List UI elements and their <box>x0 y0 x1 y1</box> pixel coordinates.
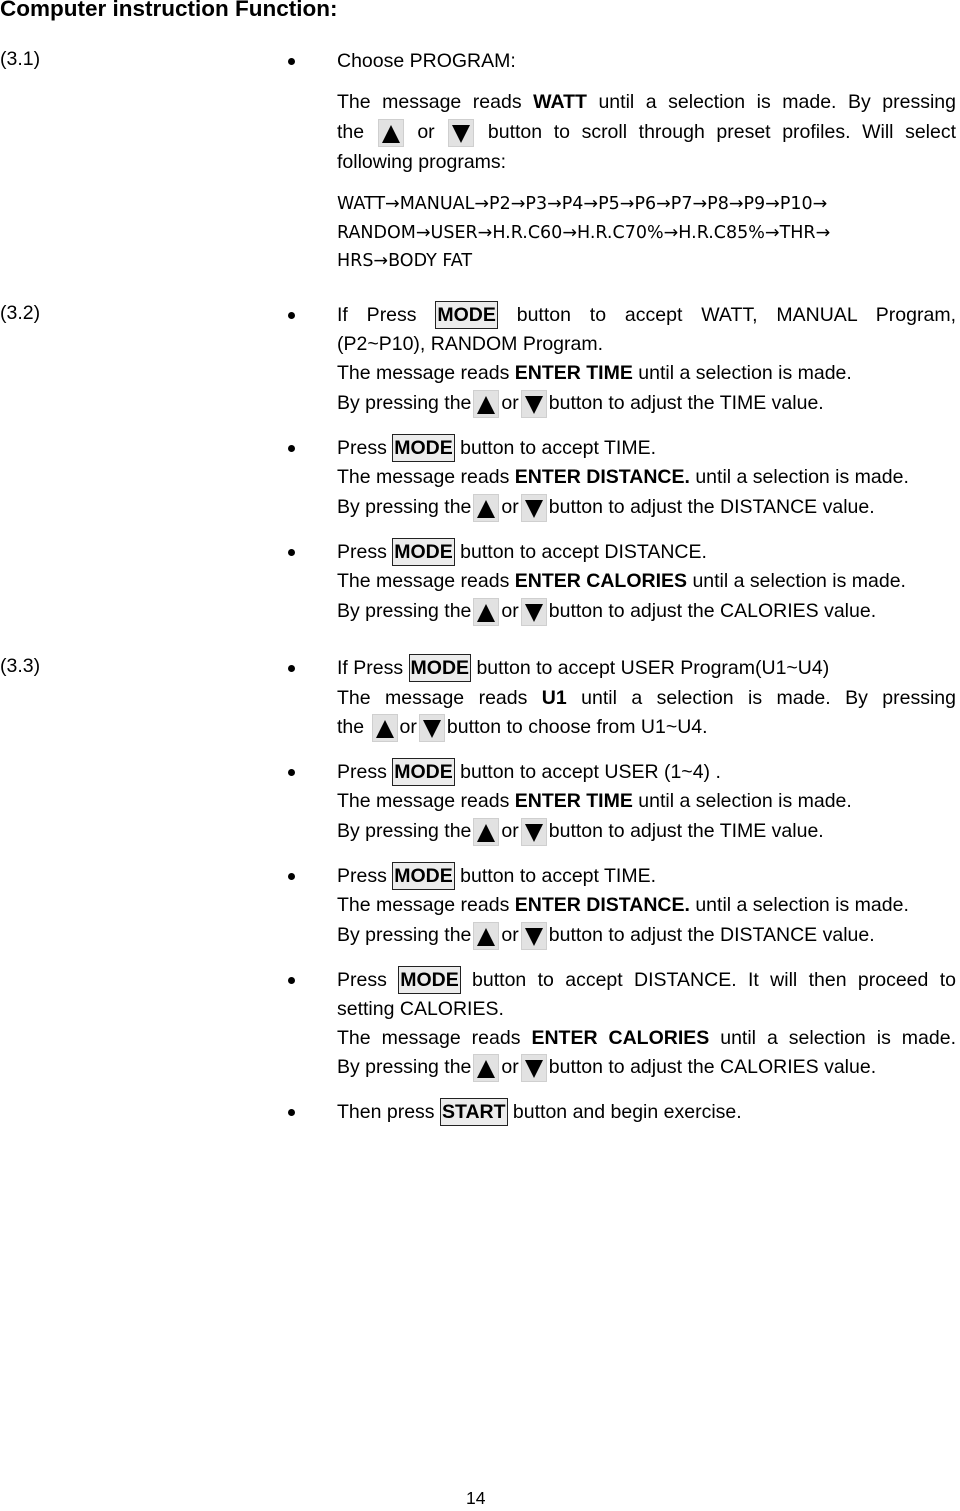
watt-message-line: The message reads WATT until a selection is made. By pressing <box>337 91 956 113</box>
down-button[interactable] <box>521 390 547 418</box>
adjust-calories-line: By pressing the or button to adjust the CALORIES value. <box>337 1053 956 1082</box>
accept-user-program-line: If Press MODE button to accept USER Program(U1~U4) <box>337 654 956 682</box>
watt-keyword: WATT <box>533 91 587 113</box>
mode-key[interactable]: MODE <box>392 538 455 566</box>
accept-user-line: Press MODE button to accept USER (1~4) . <box>337 758 956 786</box>
mode-key[interactable]: MODE <box>392 862 455 890</box>
up-button[interactable] <box>473 598 499 626</box>
down-triangle-icon <box>525 824 543 842</box>
u1-message-line: The message reads U1 until a selection is made. By pressing <box>337 687 956 709</box>
page-number: 14 <box>466 1488 486 1508</box>
down-button[interactable] <box>419 714 445 742</box>
section-number-3-3: (3.3) <box>0 655 41 677</box>
adjust-time-line: By pressing the or button to adjust the TIME value. <box>337 389 956 418</box>
enter-distance-message: The message reads ENTER DISTANCE. until a selection is made. <box>337 894 909 916</box>
down-button[interactable] <box>521 922 547 950</box>
enter-time-message: The message reads ENTER TIME until a selection is made. <box>337 362 852 384</box>
down-button[interactable] <box>448 119 474 147</box>
adjust-distance-line: By pressing the or button to adjust the DISTANCE value. <box>337 493 956 522</box>
page-title: Computer instruction Function: <box>0 0 338 21</box>
program-sequence-line-1: WATT→MANUAL→P2→P3→P4→P5→P6→P7→P8→P9→P10→ <box>337 194 828 214</box>
up-triangle-icon <box>376 720 394 738</box>
adjust-calories-line: By pressing the or button to adjust the CALORIES value. <box>337 597 956 626</box>
bullet-icon <box>288 1109 295 1116</box>
scroll-instruction-line: the or button to scroll through preset profiles. Will select <box>337 118 956 147</box>
up-triangle-icon <box>477 824 495 842</box>
down-triangle-icon <box>525 604 543 622</box>
start-key[interactable]: START <box>440 1098 508 1126</box>
accept-time-line: Press MODE button to accept TIME. <box>337 434 956 462</box>
choose-program-label: Choose PROGRAM: <box>337 50 516 72</box>
section-number-3-2: (3.2) <box>0 302 41 324</box>
down-triangle-icon <box>525 396 543 414</box>
bullet-icon <box>288 873 295 880</box>
enter-calories-message: The message reads ENTER CALORIES until a selection is made. <box>337 570 906 592</box>
accept-time-line: Press MODE button to accept TIME. <box>337 862 956 890</box>
down-triangle-icon <box>452 125 470 143</box>
bullet-icon <box>288 977 295 984</box>
adjust-time-line: By pressing the or button to adjust the TIME value. <box>337 817 956 846</box>
bullet-icon <box>288 665 295 672</box>
mode-key[interactable]: MODE <box>392 758 455 786</box>
up-button[interactable] <box>473 1054 499 1082</box>
up-button[interactable] <box>473 922 499 950</box>
program-sequence-line-2: RANDOM→USER→H.R.C60→H.R.C70%→H.R.C85%→THR→ <box>337 223 831 243</box>
accept-distance-proceed-line: Press MODE button to accept DISTANCE. It will then proceed to <box>337 966 956 994</box>
program-sequence-line-3: HRS→BODY FAT <box>337 251 473 271</box>
bullet-icon <box>288 312 295 319</box>
enter-calories-message: The message reads ENTER CALORIES until a selection is made. <box>337 1027 956 1049</box>
mode-key[interactable]: MODE <box>398 966 461 994</box>
accept-watt-line: If Press MODE button to accept WATT, MANUAL Program, <box>337 301 956 329</box>
up-button[interactable] <box>372 714 398 742</box>
bullet-icon <box>288 58 295 65</box>
bullet-icon <box>288 549 295 556</box>
following-programs-label: following programs: <box>337 151 507 173</box>
down-button[interactable] <box>521 818 547 846</box>
enter-time-message: The message reads ENTER TIME until a selection is made. <box>337 790 852 812</box>
enter-distance-message: The message reads ENTER DISTANCE. until a selection is made. <box>337 466 909 488</box>
up-button[interactable] <box>378 119 404 147</box>
setting-calories-line: setting CALORIES. <box>337 998 504 1020</box>
down-button[interactable] <box>521 1054 547 1082</box>
down-triangle-icon <box>525 1060 543 1078</box>
bullet-icon <box>288 445 295 452</box>
up-triangle-icon <box>477 500 495 518</box>
program-list-line: (P2~P10), RANDOM Program. <box>337 333 604 355</box>
mode-key[interactable]: MODE <box>409 654 472 682</box>
up-button[interactable] <box>473 494 499 522</box>
choose-user-line: the or button to choose from U1~U4. <box>337 713 956 742</box>
bullet-icon <box>288 769 295 776</box>
accept-distance-line: Press MODE button to accept DISTANCE. <box>337 538 956 566</box>
up-button[interactable] <box>473 818 499 846</box>
down-triangle-icon <box>525 500 543 518</box>
up-triangle-icon <box>477 604 495 622</box>
mode-key[interactable]: MODE <box>435 301 498 329</box>
down-button[interactable] <box>521 494 547 522</box>
down-triangle-icon <box>423 720 441 738</box>
up-triangle-icon <box>382 125 400 143</box>
up-button[interactable] <box>473 390 499 418</box>
up-triangle-icon <box>477 1060 495 1078</box>
adjust-distance-line: By pressing the or button to adjust the DISTANCE value. <box>337 921 956 950</box>
down-button[interactable] <box>521 598 547 626</box>
up-triangle-icon <box>477 396 495 414</box>
mode-key[interactable]: MODE <box>392 434 455 462</box>
up-triangle-icon <box>477 928 495 946</box>
down-triangle-icon <box>525 928 543 946</box>
section-number-3-1: (3.1) <box>0 48 41 70</box>
start-exercise-line: Then press START button and begin exercise. <box>337 1098 956 1126</box>
